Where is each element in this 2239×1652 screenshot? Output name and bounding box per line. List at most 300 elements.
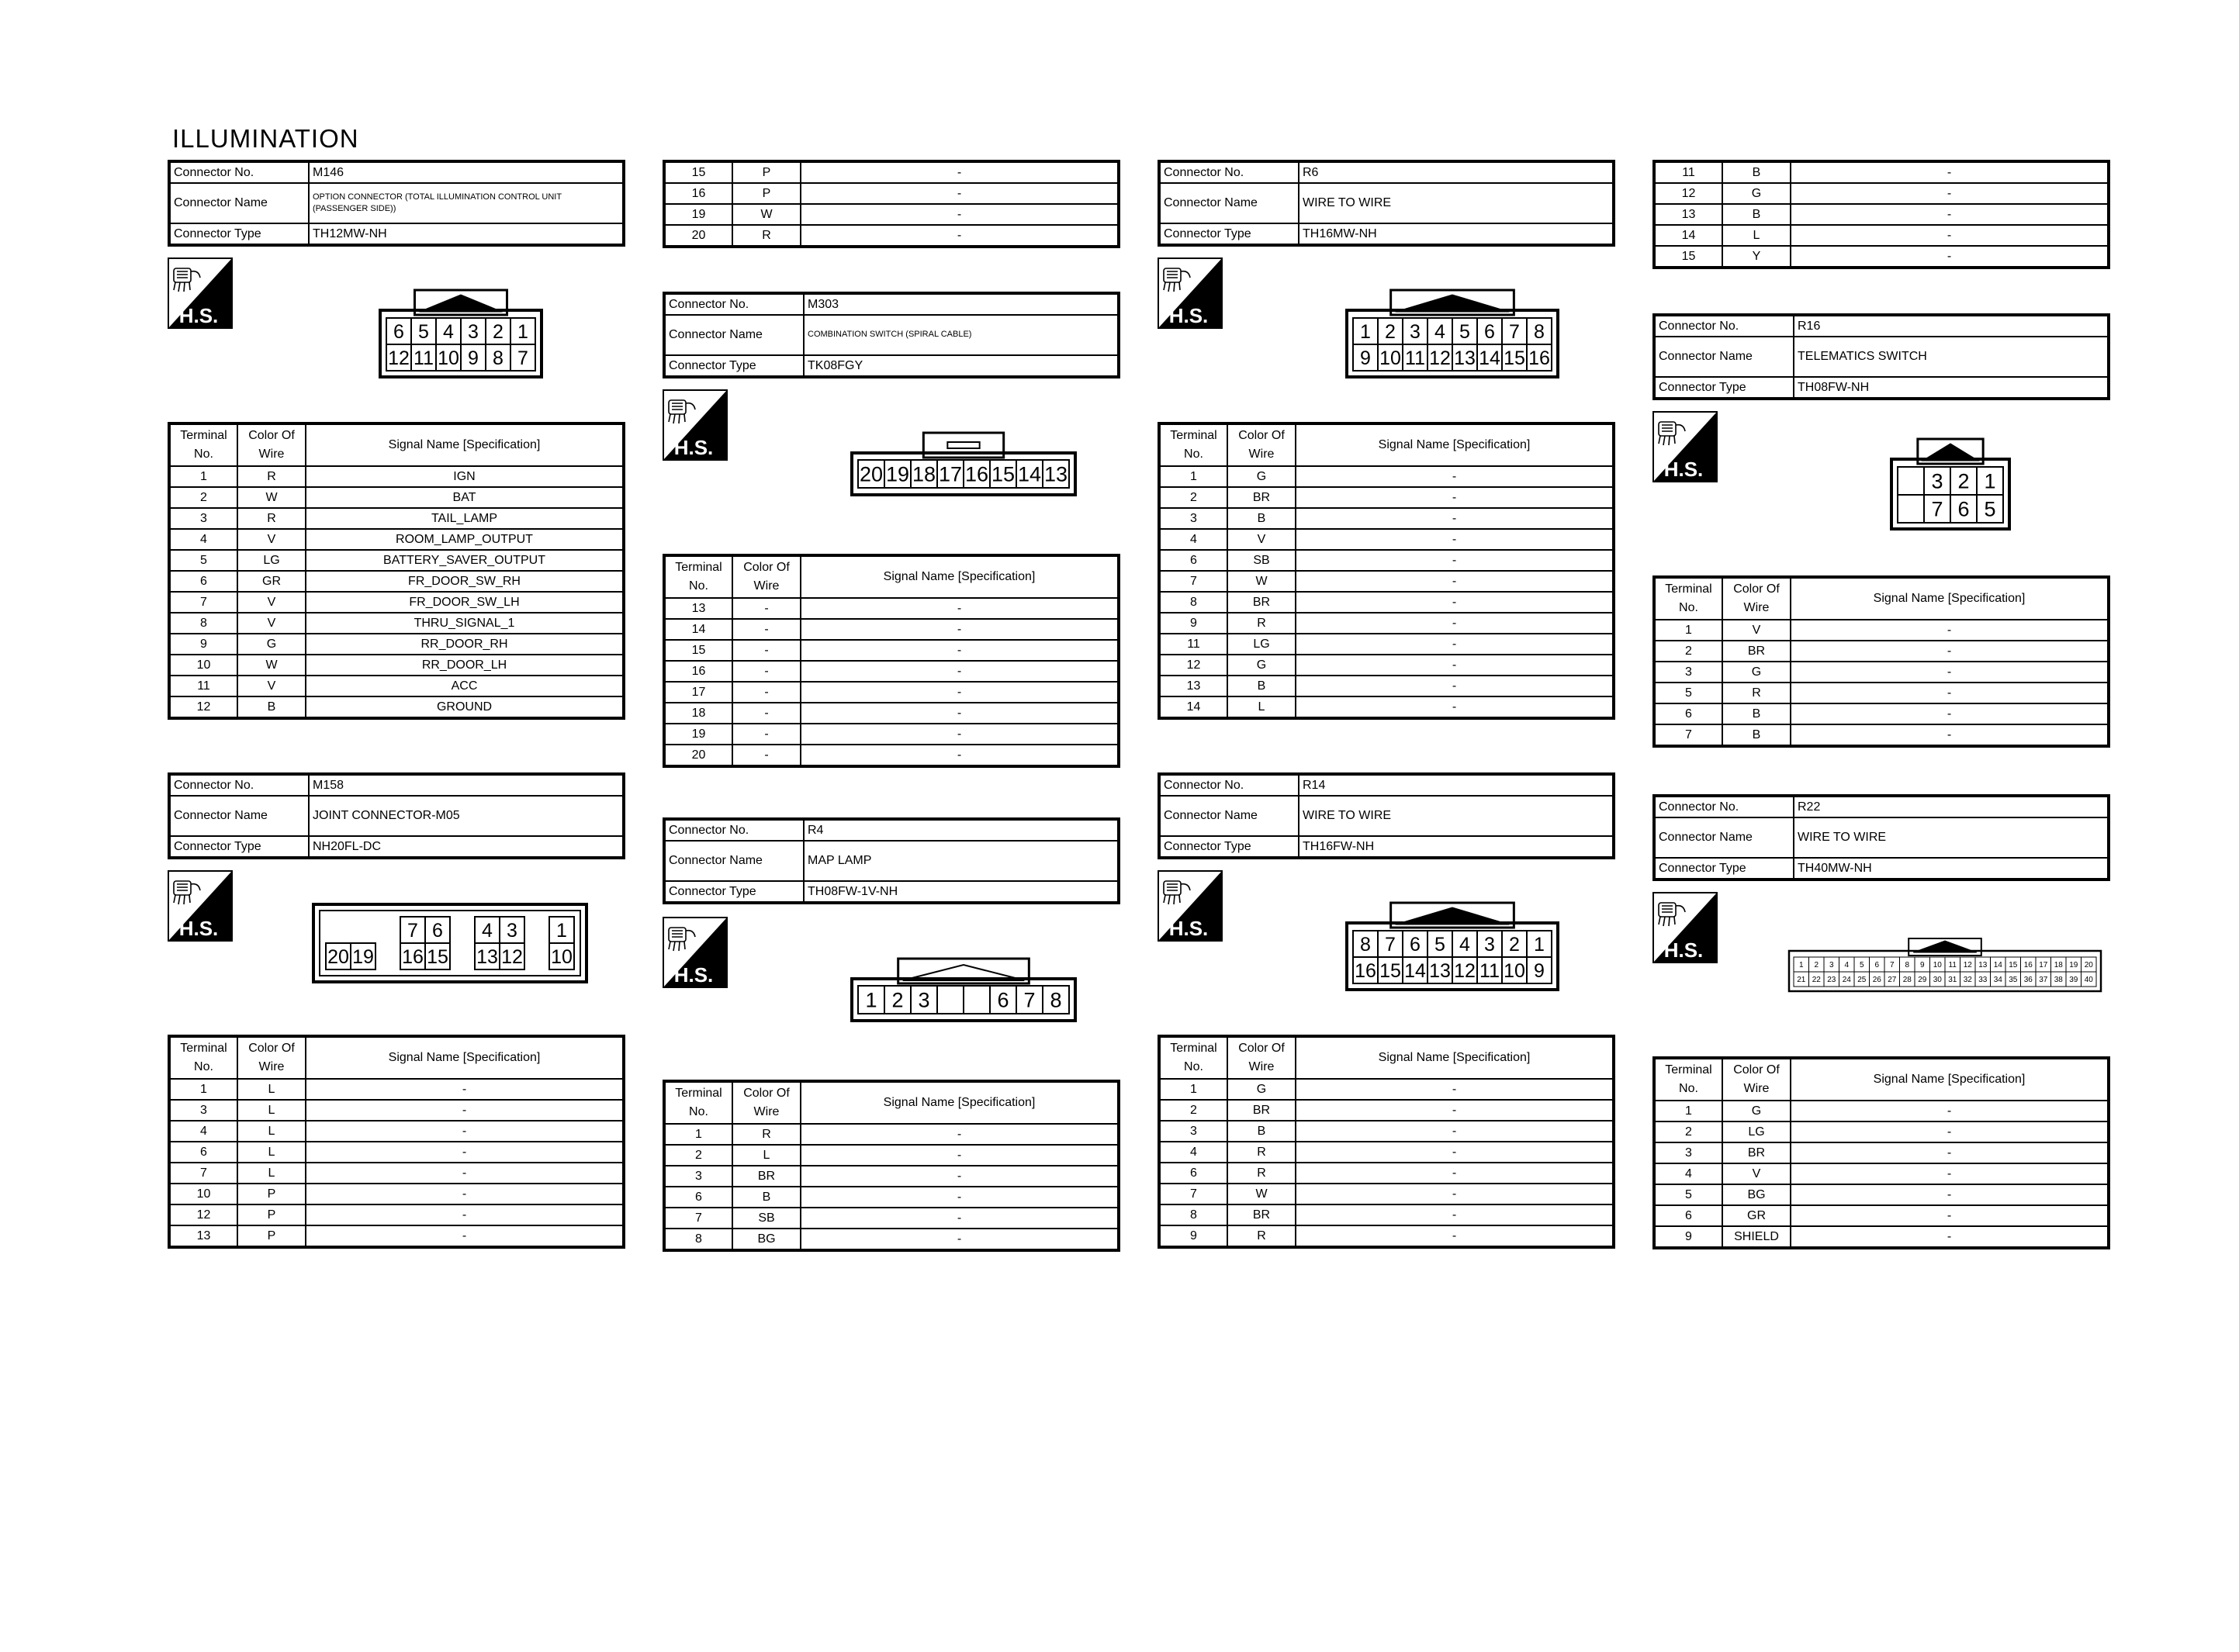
- pin-number: 9: [1360, 347, 1371, 369]
- table-row: [1159, 1100, 1614, 1121]
- connector-m303-header: [663, 292, 1120, 378]
- wire-color-cell: V: [237, 676, 306, 696]
- wire-color-cell: -: [732, 619, 801, 640]
- table-row: [169, 508, 624, 529]
- table-row: [169, 529, 624, 550]
- connector-r6-header: [1158, 160, 1615, 247]
- terminal-no-cell: 2: [169, 487, 237, 508]
- signal-name-cell: -: [1791, 1121, 2109, 1142]
- pin-number: 12: [1963, 961, 1972, 970]
- table-row: [169, 466, 624, 487]
- connector-r16-header: [1652, 313, 2110, 400]
- terminal-no-cell: 6: [1654, 703, 1722, 724]
- terminal-no-cell: 20: [664, 745, 732, 766]
- table-row: [169, 487, 624, 508]
- wire-color-cell: LG: [237, 550, 306, 571]
- terminal-no-cell: 8: [169, 613, 237, 634]
- table-row: [664, 1187, 1119, 1208]
- signal-name-cell: -: [1791, 204, 2109, 225]
- signal-name-cell: -: [801, 225, 1119, 247]
- terminal-no-cell: 6: [664, 1187, 732, 1208]
- pin-number: 7: [1023, 988, 1036, 1012]
- table-row: [664, 1208, 1119, 1229]
- pin-number: 15: [1379, 960, 1401, 982]
- pin-number: 4: [1459, 934, 1470, 956]
- signal-name-cell: RR_DOOR_RH: [306, 634, 624, 655]
- signal-name-cell: -: [1791, 703, 2109, 724]
- table-row: [169, 1204, 624, 1225]
- terminal-no-cell: 10: [169, 655, 237, 676]
- signal-name-cell: BAT: [306, 487, 624, 508]
- connector-no-label: Connector No.: [1159, 774, 1299, 796]
- wire-color-cell: R: [732, 225, 801, 247]
- pin-number: 14: [1404, 960, 1426, 982]
- wire-color-cell: R: [1227, 613, 1296, 634]
- pin-number: 10: [1379, 347, 1401, 369]
- wire-color-cell: V: [237, 529, 306, 550]
- terminal-no-cell: 1: [1654, 1101, 1722, 1121]
- connector-no-label: Connector No.: [169, 774, 309, 796]
- pin-number: 8: [1360, 934, 1371, 956]
- terminal-no-cell: 10: [169, 1184, 237, 1204]
- signal-name-cell: -: [306, 1184, 624, 1204]
- pin-number: 11: [414, 347, 434, 369]
- connector-r22-header: [1652, 794, 2110, 881]
- connector-m158-header: [168, 772, 625, 859]
- wire-color-cell: -: [732, 703, 801, 724]
- signal-name-cell: -: [801, 183, 1119, 204]
- terminal-no-cell: 3: [169, 1100, 237, 1121]
- terminal-no-cell: 9: [1159, 1225, 1227, 1247]
- wire-color-cell: BR: [1722, 641, 1791, 662]
- wire-color-cell: L: [732, 1145, 801, 1166]
- pin-number: 3: [507, 920, 517, 942]
- table-row: [169, 550, 624, 571]
- terminal-no-cell: 13: [1654, 204, 1722, 225]
- terminal-no-cell: 13: [169, 1225, 237, 1247]
- pin-cell: [964, 986, 990, 1014]
- connector-no-value: R6: [1299, 161, 1614, 183]
- signal-name-cell: -: [1791, 662, 2109, 683]
- table-row: [664, 225, 1119, 247]
- connector-no-label: Connector No.: [1654, 796, 1794, 817]
- terminal-no-cell: 16: [664, 661, 732, 682]
- wire-color-cell: BR: [1722, 1142, 1791, 1163]
- signal-table-r22: [1652, 1056, 2110, 1249]
- wire-color-cell: BR: [1227, 487, 1296, 508]
- signal-name-cell: FR_DOOR_SW_RH: [306, 571, 624, 592]
- signal-name-header: Signal Name [Specification]: [306, 1036, 624, 1079]
- pin-number: 32: [1963, 976, 1972, 985]
- signal-table-r4: [663, 1080, 1120, 1252]
- table-row: [664, 161, 1119, 183]
- terminal-no-cell: 4: [1654, 1163, 1722, 1184]
- wire-color-cell: B: [1227, 1121, 1296, 1142]
- wire-color-cell: V: [1722, 1163, 1791, 1184]
- table-row: [1159, 613, 1614, 634]
- signal-name-cell: -: [801, 1187, 1119, 1208]
- connector-face-m146: [379, 289, 543, 382]
- table-row: [1159, 696, 1614, 718]
- terminal-no-cell: 11: [169, 676, 237, 696]
- table-row: [169, 592, 624, 613]
- connector-type-label: Connector Type: [1159, 223, 1299, 245]
- pin-cell: [1898, 467, 1924, 495]
- color-of-wire-header: Color Of Wire: [1722, 1058, 1791, 1101]
- pin-number: 13: [1454, 347, 1476, 369]
- wire-color-cell: L: [1722, 225, 1791, 246]
- connector-name-value: TELEMATICS SWITCH: [1794, 337, 2109, 377]
- pin-number: 5: [1459, 321, 1470, 343]
- pin-number: 10: [1504, 960, 1525, 982]
- connector-type-label: Connector Type: [664, 355, 804, 377]
- signal-name-cell: -: [1791, 1101, 2109, 1121]
- pin-number: 14: [1017, 462, 1042, 486]
- terminal-no-cell: 4: [169, 1121, 237, 1142]
- connector-type-label: Connector Type: [169, 836, 309, 858]
- signal-name-cell: -: [801, 619, 1119, 640]
- terminal-no-cell: 2: [1159, 1100, 1227, 1121]
- pin-number: 16: [2023, 961, 2033, 970]
- terminal-no-cell: 5: [1654, 1184, 1722, 1205]
- connector-face-r6: [1345, 289, 1559, 382]
- pin-number: 24: [1842, 976, 1851, 985]
- pin-number: 4: [1844, 961, 1850, 970]
- pin-number: 36: [2023, 976, 2033, 985]
- signal-name-cell: THRU_SIGNAL_1: [306, 613, 624, 634]
- wire-color-cell: L: [237, 1163, 306, 1184]
- pin-number: 3: [1484, 934, 1495, 956]
- wire-color-cell: SB: [732, 1208, 801, 1229]
- wire-color-cell: R: [237, 466, 306, 487]
- table-header-row: [169, 1036, 624, 1079]
- pin-number: 16: [1528, 347, 1550, 369]
- pin-number: 16: [1355, 960, 1376, 982]
- connector-name-label: Connector Name: [169, 183, 309, 223]
- wire-color-cell: L: [237, 1142, 306, 1163]
- table-row: [1159, 529, 1614, 550]
- wire-color-cell: GR: [1722, 1205, 1791, 1226]
- wire-color-cell: L: [1227, 696, 1296, 718]
- table-row: [1159, 655, 1614, 676]
- signal-name-cell: -: [1296, 1163, 1614, 1184]
- table-row: [1159, 1184, 1614, 1204]
- connector-r4-header: [663, 817, 1120, 904]
- signal-name-header: Signal Name [Specification]: [801, 555, 1119, 598]
- table-row: [1654, 204, 2109, 225]
- table-row: [1654, 1142, 2109, 1163]
- table-row: [1654, 1163, 2109, 1184]
- table-row: [1159, 634, 1614, 655]
- table-row: [664, 682, 1119, 703]
- signal-name-cell: -: [801, 1124, 1119, 1145]
- table-row: [664, 703, 1119, 724]
- signal-table-r16: [1652, 575, 2110, 748]
- terminal-no-cell: 1: [664, 1124, 732, 1145]
- connector-name-value: JOINT CONNECTOR-M05: [309, 796, 624, 836]
- table-row: [664, 1166, 1119, 1187]
- wire-color-cell: BR: [1227, 1100, 1296, 1121]
- signal-name-cell: -: [306, 1225, 624, 1247]
- table-row: [1159, 487, 1614, 508]
- connector-type-value: TH16FW-NH: [1299, 836, 1614, 858]
- signal-name-cell: -: [801, 1145, 1119, 1166]
- wire-color-cell: BG: [732, 1229, 801, 1250]
- r6-continued-table: [1652, 160, 2110, 269]
- table-row: [169, 676, 624, 696]
- terminal-no-cell: 4: [1159, 529, 1227, 550]
- pin-number: 1: [1798, 961, 1804, 970]
- terminal-no-cell: 12: [1654, 183, 1722, 204]
- signal-name-cell: -: [801, 703, 1119, 724]
- connector-name-value: COMBINATION SWITCH (SPIRAL CABLE): [804, 315, 1119, 355]
- wire-color-cell: B: [1722, 703, 1791, 724]
- wire-color-cell: P: [237, 1184, 306, 1204]
- connector-no-label: Connector No.: [664, 293, 804, 315]
- terminal-no-cell: 7: [1159, 1184, 1227, 1204]
- pin-number: 13: [1043, 462, 1068, 486]
- table-row: [169, 613, 624, 634]
- terminal-no-cell: 9: [1159, 613, 1227, 634]
- terminal-no-cell: 19: [664, 204, 732, 225]
- pin-number: 19: [885, 462, 910, 486]
- pin-number: 12: [1454, 960, 1476, 982]
- signal-name-cell: -: [801, 204, 1119, 225]
- connector-name-value: WIRE TO WIRE: [1299, 796, 1614, 836]
- signal-name-cell: -: [1296, 571, 1614, 592]
- signal-name-cell: -: [1296, 529, 1614, 550]
- connector-name-label: Connector Name: [169, 796, 309, 836]
- table-row: [169, 1184, 624, 1204]
- connector-type-label: Connector Type: [664, 881, 804, 903]
- color-of-wire-header: Color Of Wire: [237, 423, 306, 466]
- signal-table-m158: [168, 1035, 625, 1249]
- pin-number: 9: [1919, 961, 1925, 970]
- terminal-no-cell: 14: [1654, 225, 1722, 246]
- terminal-no-cell: 3: [1654, 1142, 1722, 1163]
- hs-icon: [1158, 870, 1223, 942]
- signal-name-cell: -: [801, 640, 1119, 661]
- signal-name-header: Signal Name [Specification]: [1791, 1058, 2109, 1101]
- signal-name-cell: BATTERY_SAVER_OUTPUT: [306, 550, 624, 571]
- signal-name-cell: -: [1296, 1204, 1614, 1225]
- terminal-no-cell: 1: [1159, 1079, 1227, 1100]
- color-of-wire-header: Color Of Wire: [1722, 577, 1791, 620]
- terminal-no-cell: 16: [664, 183, 732, 204]
- terminal-no-cell: 18: [664, 703, 732, 724]
- connector-type-value: TH08FW-1V-NH: [804, 881, 1119, 903]
- pin-number: 7: [1385, 934, 1396, 956]
- connector-name-value: OPTION CONNECTOR (TOTAL ILLUMINATION CONTROL UNIT (PASSENGER SIDE)): [309, 183, 624, 223]
- pin-number: 7: [1509, 321, 1520, 343]
- table-row: [1159, 550, 1614, 571]
- table-row: [169, 655, 624, 676]
- connector-no-value: R14: [1299, 774, 1614, 796]
- terminal-no-header: Terminal No.: [169, 1036, 237, 1079]
- table-row: [1654, 183, 2109, 204]
- table-row: [169, 696, 624, 718]
- terminal-no-cell: 15: [664, 640, 732, 661]
- wire-color-cell: L: [237, 1100, 306, 1121]
- pin-number: 11: [1479, 960, 1500, 982]
- wire-color-cell: V: [237, 613, 306, 634]
- signal-name-cell: -: [1296, 676, 1614, 696]
- signal-name-cell: -: [1791, 1226, 2109, 1248]
- pin-number: 9: [1534, 960, 1545, 982]
- hs-label: H.S.: [1168, 917, 1209, 940]
- terminal-no-cell: 20: [664, 225, 732, 247]
- pin-number: 13: [1429, 960, 1451, 982]
- wire-color-cell: B: [1722, 724, 1791, 746]
- pin-number: 18: [912, 462, 936, 486]
- wire-color-cell: B: [237, 696, 306, 718]
- connector-type-label: Connector Type: [169, 223, 309, 245]
- signal-name-cell: -: [1791, 1205, 2109, 1226]
- signal-name-cell: -: [1791, 641, 2109, 662]
- pin-number: 3: [468, 321, 479, 343]
- wire-color-cell: W: [732, 204, 801, 225]
- table-row: [169, 1121, 624, 1142]
- hs-icon: [168, 257, 233, 329]
- signal-table-r14: [1158, 1035, 1615, 1249]
- signal-name-cell: -: [1296, 487, 1614, 508]
- wire-color-cell: R: [1722, 683, 1791, 703]
- signal-name-cell: ACC: [306, 676, 624, 696]
- table-row: [664, 724, 1119, 745]
- terminal-no-cell: 8: [664, 1229, 732, 1250]
- terminal-no-cell: 17: [664, 682, 732, 703]
- table-row: [664, 1124, 1119, 1145]
- pin-number: 17: [2039, 961, 2048, 970]
- pin-number: 7: [407, 920, 418, 942]
- connector-name-label: Connector Name: [1654, 337, 1794, 377]
- signal-table-m303: [663, 554, 1120, 768]
- terminal-no-cell: 3: [1159, 1121, 1227, 1142]
- connector-name-value: WIRE TO WIRE: [1794, 817, 2109, 858]
- pin-number: 35: [2009, 976, 2018, 985]
- wire-color-cell: L: [237, 1121, 306, 1142]
- signal-name-cell: TAIL_LAMP: [306, 508, 624, 529]
- table-header-row: [664, 555, 1119, 598]
- pin-number: 40: [2084, 976, 2093, 985]
- table-header-row: [1159, 423, 1614, 466]
- pin-number: 1: [517, 321, 528, 343]
- connector-no-value: R4: [804, 819, 1119, 841]
- pin-number: 34: [1993, 976, 2002, 985]
- table-row: [169, 634, 624, 655]
- connector-r14-header: [1158, 772, 1615, 859]
- wire-color-cell: G: [1227, 1079, 1296, 1100]
- terminal-no-cell: 12: [169, 696, 237, 718]
- table-row: [1159, 1204, 1614, 1225]
- signal-name-cell: -: [1791, 1142, 2109, 1163]
- pin-number: 15: [2009, 961, 2018, 970]
- pin-number: 16: [964, 462, 989, 486]
- table-row: [664, 619, 1119, 640]
- pin-number: 12: [501, 946, 523, 968]
- pin-number: 1: [1360, 321, 1371, 343]
- page-title: ILLUMINATION: [172, 124, 359, 153]
- signal-name-header: Signal Name [Specification]: [1791, 577, 2109, 620]
- connector-name-label: Connector Name: [1159, 183, 1299, 223]
- pin-number: 10: [1933, 961, 1942, 970]
- wire-color-cell: B: [1722, 204, 1791, 225]
- table-row: [169, 571, 624, 592]
- pin-number: 17: [938, 462, 963, 486]
- signal-name-cell: GROUND: [306, 696, 624, 718]
- pin-number: 8: [493, 347, 504, 369]
- terminal-no-cell: 6: [169, 1142, 237, 1163]
- table-row: [664, 1229, 1119, 1250]
- wire-color-cell: W: [1227, 571, 1296, 592]
- signal-name-cell: -: [1296, 592, 1614, 613]
- table-row: [664, 745, 1119, 766]
- signal-name-cell: -: [1791, 724, 2109, 746]
- wire-color-cell: W: [237, 655, 306, 676]
- color-of-wire-header: Color Of Wire: [732, 555, 801, 598]
- terminal-no-header: Terminal No.: [1159, 1036, 1227, 1079]
- table-header-row: [1654, 577, 2109, 620]
- pin-number: 30: [1933, 976, 1942, 985]
- connector-m146-header: [168, 160, 625, 247]
- terminal-no-header: Terminal No.: [664, 555, 732, 598]
- signal-name-cell: ROOM_LAMP_OUTPUT: [306, 529, 624, 550]
- wire-color-cell: W: [1227, 1184, 1296, 1204]
- table-row: [1654, 683, 2109, 703]
- connector-name-label: Connector Name: [1654, 817, 1794, 858]
- signal-name-cell: IGN: [306, 466, 624, 487]
- terminal-no-cell: 12: [169, 1204, 237, 1225]
- terminal-no-cell: 14: [664, 619, 732, 640]
- terminal-no-cell: 1: [169, 1079, 237, 1100]
- terminal-no-cell: 13: [1159, 676, 1227, 696]
- connector-no-label: Connector No.: [1654, 315, 1794, 337]
- terminal-no-cell: 5: [169, 550, 237, 571]
- hs-label: H.S.: [673, 963, 714, 987]
- pin-number: 6: [393, 321, 404, 343]
- m303-continued-table: [663, 160, 1120, 248]
- signal-table-r6: [1158, 422, 1615, 720]
- terminal-no-header: Terminal No.: [664, 1081, 732, 1124]
- wire-color-cell: B: [1227, 676, 1296, 696]
- wire-color-cell: B: [732, 1187, 801, 1208]
- wire-color-cell: -: [732, 724, 801, 745]
- pin-number: 10: [551, 946, 573, 968]
- signal-name-cell: -: [801, 161, 1119, 183]
- signal-name-cell: -: [1296, 613, 1614, 634]
- connector-face-r14: [1345, 901, 1559, 995]
- table-header-row: [664, 1081, 1119, 1124]
- table-row: [664, 640, 1119, 661]
- pin-cell: [1898, 495, 1924, 523]
- wire-color-cell: P: [732, 183, 801, 204]
- connector-no-value: R22: [1794, 796, 2109, 817]
- pin-number: 3: [1931, 469, 1943, 493]
- hs-icon: [1652, 411, 1718, 482]
- wire-color-cell: -: [732, 661, 801, 682]
- terminal-no-cell: 13: [664, 598, 732, 619]
- terminal-no-cell: 2: [1654, 641, 1722, 662]
- connector-type-label: Connector Type: [1654, 377, 1794, 399]
- signal-name-header: Signal Name [Specification]: [306, 423, 624, 466]
- table-row: [169, 1142, 624, 1163]
- table-row: [169, 1163, 624, 1184]
- terminal-no-cell: 9: [1654, 1226, 1722, 1248]
- terminal-no-cell: 3: [169, 508, 237, 529]
- pin-number: 13: [476, 946, 498, 968]
- connector-type-value: TH16MW-NH: [1299, 223, 1614, 245]
- signal-name-cell: -: [1791, 1163, 2109, 1184]
